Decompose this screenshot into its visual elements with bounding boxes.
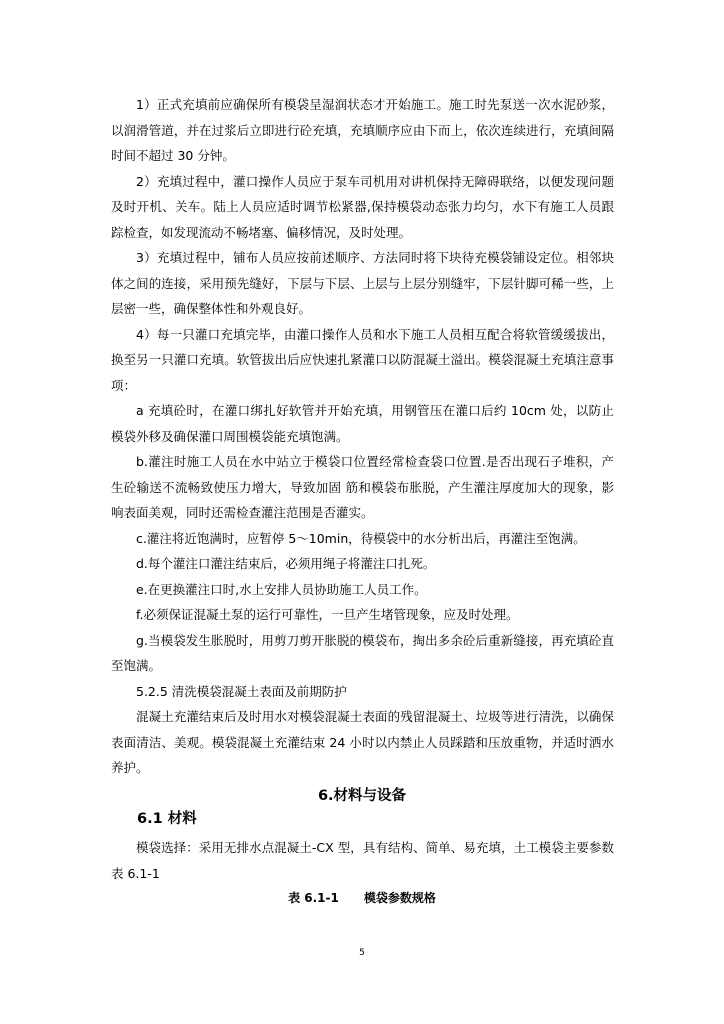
note-e: e.在更换灌注口时,水上安排人员协助施工人员工作。 <box>136 581 427 597</box>
paragraph-4: 4）每一只灌口充填完毕，由灌口操作人员和水下施工人员相互配合将软管缓缓拔出，换至另一只灌口充填。软管拔出后应快速扎紧灌口以防混凝土溢出。模袋混凝土充填注意事项： <box>111 326 614 393</box>
table-caption: 表 6.1-1 模袋参数规格 <box>288 891 436 905</box>
paragraph-2: 2）充填过程中，灌口操作人员应于泵车司机用对讲机保持无障碍联络，以便发现问题及时开机、关车。陆上人员应适时调节松紧器,保持模袋动态张力均匀，水下有施工人员跟踪检查，如发现流动不畅堵塞、偏移情况，及时处理。 <box>111 173 614 240</box>
body-text <box>111 92 614 781</box>
materials-paragraph: 模袋选择：采用无排水点混凝土-CX 型，具有结构、简单、易充填，土工模袋主要参数表 6.1-1 <box>111 840 614 881</box>
note-g: g.当模袋发生胀脱时，用剪刀剪开胀脱的模袋布，掏出多余砼后重新缝接，再充填砼直至饱满。 <box>111 632 614 673</box>
paragraph-cleaning: 混凝土充灌结束后及时用水对模袋混凝土表面的残留混凝土、垃圾等进行清洗，以确保表面清洁、美观。模袋混凝土充灌结束 24 小时以内禁止人员踩踏和压放重物，并适时洒水养护。 <box>111 709 614 775</box>
materials-paragraph-block <box>111 835 614 886</box>
note-a: a 充填砼时，在灌口绑扎好软管并开始充填，用钢管压在灌口后约 10cm 处，以防止模袋外移及确保灌口周围模袋能充填饱满。 <box>111 403 614 444</box>
section-title: 6.材料与设备 <box>317 788 407 804</box>
note-b: b.灌注时施工人员在水中站立于模袋口位置经常检查袋口位置.是否出现石子堆积，产生砼输送不流畅致使压力增大，导致加固 筋和模袋布胀脱，产生灌注厚度加大的现象，影响表面美观，同时还需检查灌注范围是否灌实。 <box>111 454 614 520</box>
subsection-title: 6.1 材料 <box>137 811 197 827</box>
subheading-5-2-5: 5.2.5 清洗模袋混凝土表面及前期防护 <box>136 683 347 699</box>
page-number: 5 <box>359 948 365 958</box>
paragraph-1: 1）正式充填前应确保所有模袋呈湿润状态才开始施工。施工时先泵送一次水泥砂浆，以润滑管道，并在过浆后立即进行砼充填，充填顺序应由下而上，依次连续进行，充填间隔时间不超过 30 分钟。 <box>111 97 614 163</box>
note-c: c.灌注将近饱满时，应暂停 5～10min，待模袋中的水分析出后，再灌注至饱满。 <box>136 530 586 546</box>
paragraph-3: 3）充填过程中，铺布人员应按前述顺序、方法同时将下块待充模袋铺设定位。相邻块体之间的连接，采用预先缝好，下层与下层、上层与上层分别缝牢，下层针脚可稀一些，上层密一些，确保整体性和外观良好。 <box>111 250 614 316</box>
note-f: f.必须保证混凝土泵的运行可靠性，一旦产生堵管现象，应及时处理。 <box>136 607 519 622</box>
note-d: d.每个灌注口灌注结束后，必须用绳子将灌注口扎死。 <box>136 556 436 571</box>
